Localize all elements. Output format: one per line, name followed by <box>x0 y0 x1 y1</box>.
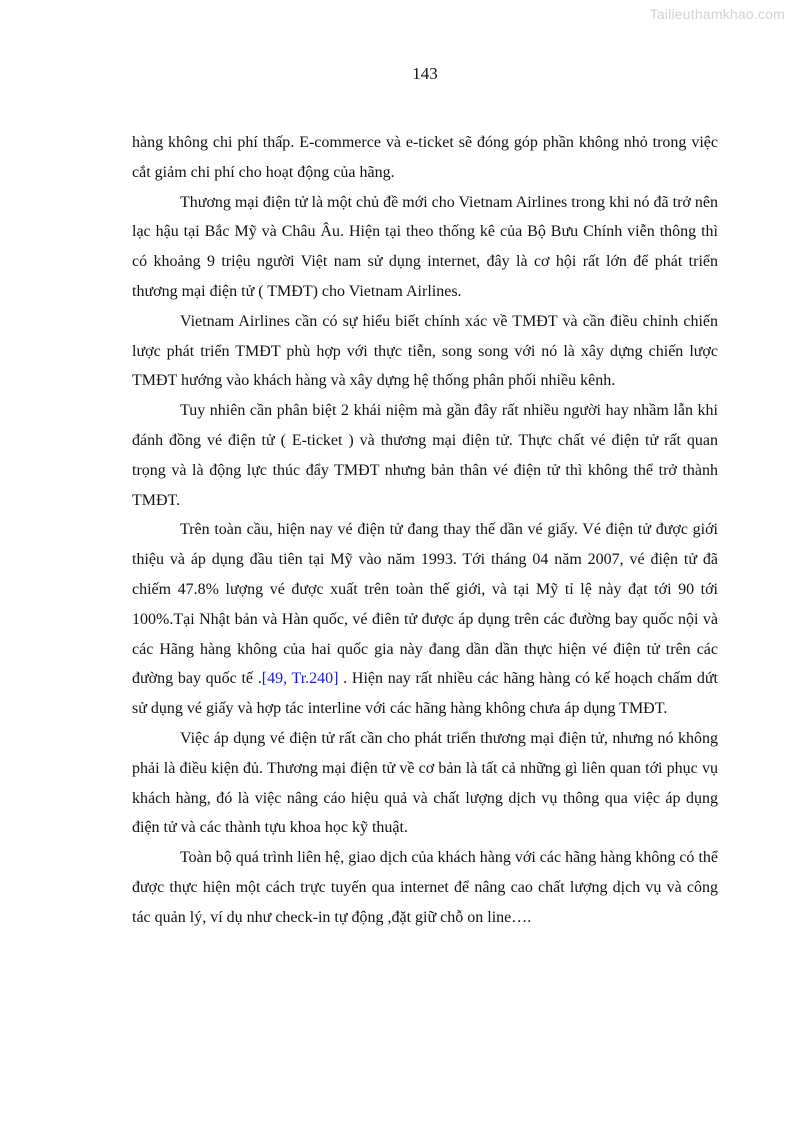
paragraph-5-continued: . Hiện nay rất nhiều các hãng hàng có kế hoạch chấm dứt sử dụng vé giấy và hợp tác interline với các hãng hàng không chưa áp dụng TMĐT. <box>132 670 718 718</box>
paragraph-5 <box>132 515 718 724</box>
body-text <box>132 128 718 933</box>
paragraph-4: Tuy nhiên cần phân biệt 2 khái niệm mà gần đây rất nhiều người hay nhầm lẫn khi đánh đồng vé điện tử ( E-ticket ) và thương mại điện tử. Thực chất vé điện tử rất quan trọng và là động lực thúc đẩy TMĐT nhưng bản thân vé điện tử thì không thể trở thành TMĐT. <box>132 402 718 509</box>
paragraph-5-text: Trên toàn cầu, hiện nay vé điện tử đang thay thế dần vé giấy. Vé điện tử được giới thiệu và áp dụng đầu tiên tại Mỹ vào năm 1993. Tới tháng 04 năm 2007, vé điện tử đã chiếm 47.8% lượng vé được xuất trên toàn thế giới, và tại Mỹ tỉ lệ này đạt tới 90 tới 100%.Tại Nhật bản và Hàn quốc, vé điên tử được áp dụng trên các đường bay quốc nội và các Hãng hàng không của hai quốc gia này đang dần dần thực hiện vé điện tử trên các đường bay quốc tế . <box>132 521 718 688</box>
paragraph-1: hàng không chi phí thấp. E-commerce và e-ticket sẽ đóng góp phần không nhỏ trong việc cắt giảm chi phí cho hoạt động của hãng. <box>132 134 718 181</box>
paragraph-3: Vietnam Airlines cần có sự hiểu biết chính xác về TMĐT và cần điều chỉnh chiến lược phát triển TMĐT phù hợp với thực tiễn, song song với nó là xây dựng chiến lược TMĐT hướng vào khách hàng và xây dựng hệ thống phân phối nhiều kênh. <box>132 312 718 390</box>
citation-link[interactable]: [49, Tr.240] <box>261 670 339 688</box>
page-number: 143 <box>412 64 438 83</box>
paragraph-7: Toàn bộ quá trình liên hệ, giao dịch của khách hàng với các hãng hàng không có thể được thực hiện một cách trực tuyến qua internet để nâng cao chất lượng dịch vụ và công tác quản lý, ví dụ như check-in tự động ,đặt giữ chỗ on line…. <box>132 849 718 926</box>
paragraph-6: Việc áp dụng vé điện tử rất cần cho phát triển thương mại điện tử, nhưng nó không phải là điều kiện đủ. Thương mại điện tử về cơ bản là tất cả những gì liên quan tới phục vụ khách hàng, đó là việc nâng cáo hiệu quả và chất lượng dịch vụ thông qua việc áp dụng điện tử và các thành tựu khoa học kỹ thuật. <box>132 729 718 837</box>
paragraph-2: Thương mại điện tử là một chủ đề mới cho Vietnam Airlines trong khi nó đã trở nên lạc hậu tại Bắc Mỹ và Châu Âu. Hiện tại theo thống kê của Bộ Bưu Chính viễn thông thì có khoảng 9 triệu người Việt nam sử dụng internet, đây là cơ hội rất lớn để phát triển thương mại điện tử ( TMĐT) cho Vietnam Airlines. <box>132 193 718 300</box>
watermark: Tailieuthamkhao.com <box>649 6 785 22</box>
